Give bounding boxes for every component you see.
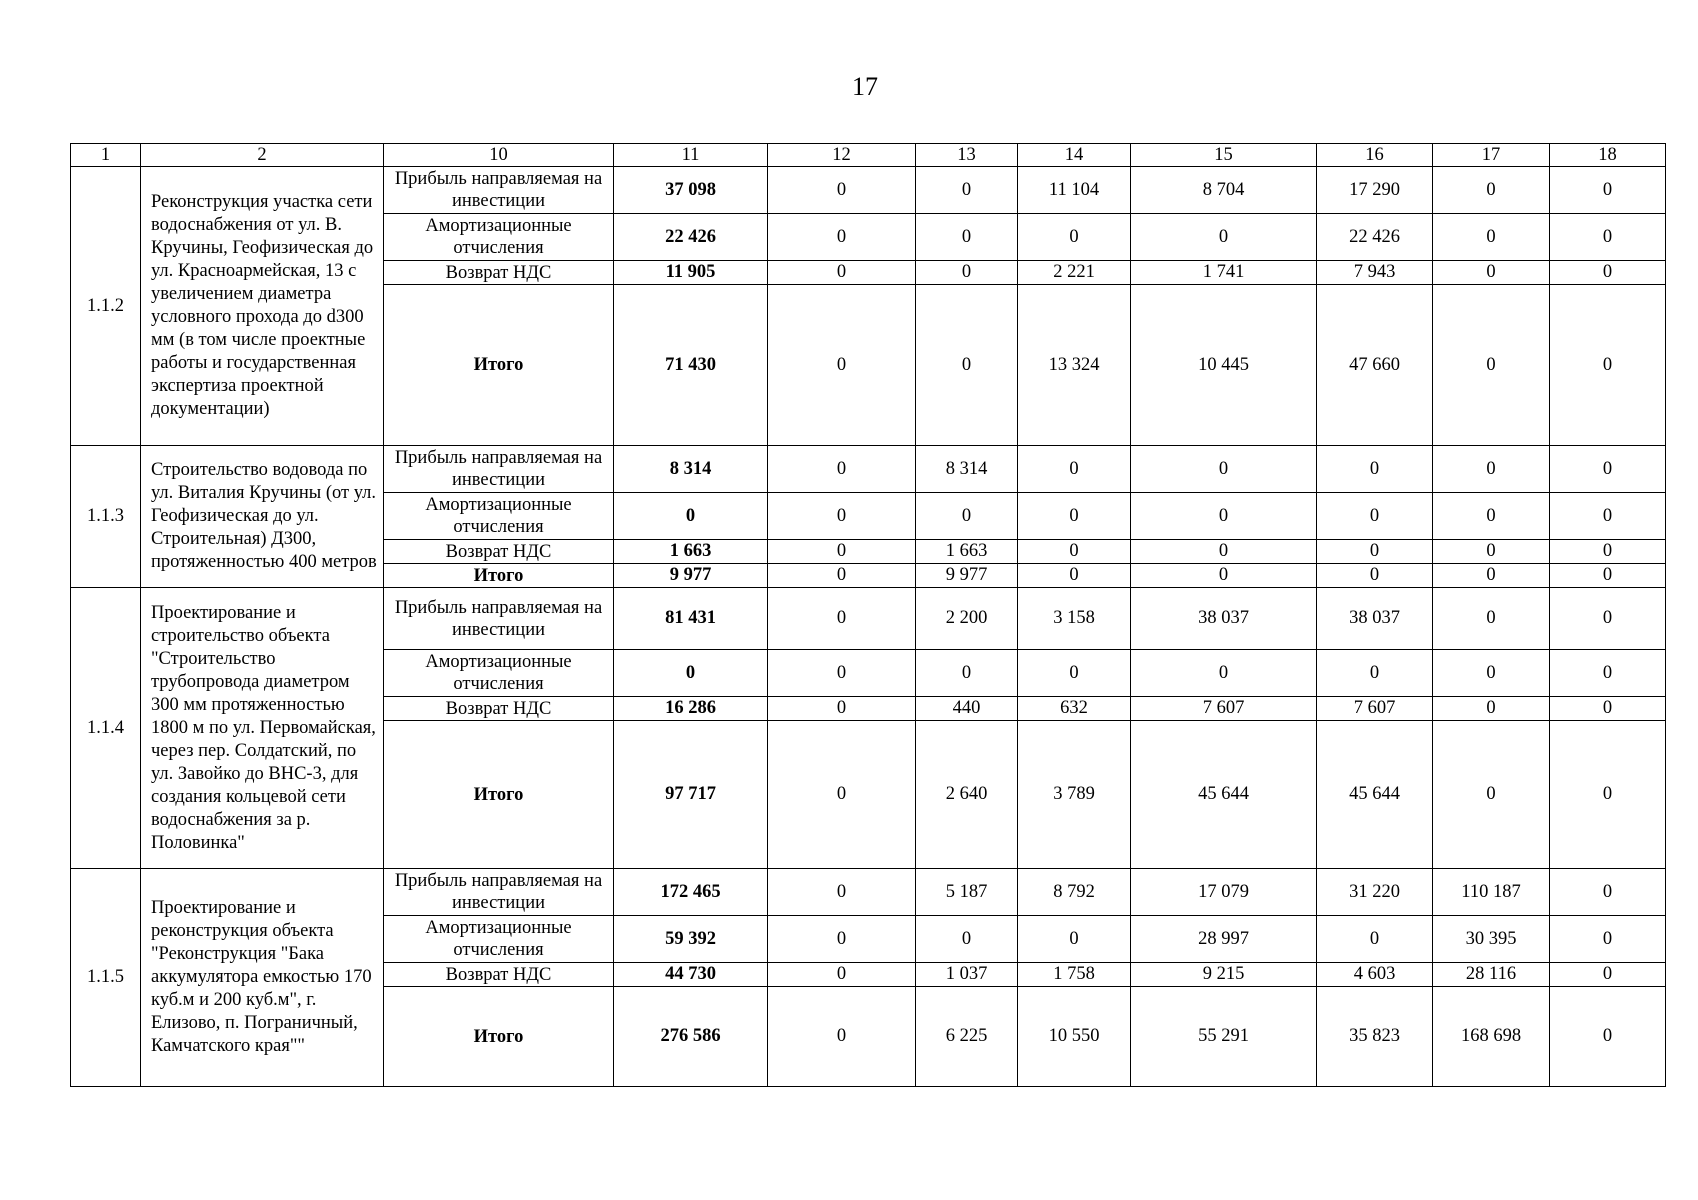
value-cell: 0 [1433,540,1550,564]
column-header-11: 11 [614,144,768,167]
value-cell: 0 [768,261,916,285]
value-cell: 0 [1433,588,1550,650]
column-header-13: 13 [916,144,1018,167]
value-cell: 17 290 [1317,167,1433,214]
funding-source: Возврат НДС [384,963,614,987]
value-cell: 8 704 [1131,167,1317,214]
total-value-cell: 16 286 [614,697,768,721]
total-value-cell: 71 430 [614,285,768,446]
total-value-cell: 11 905 [614,261,768,285]
value-cell: 3 789 [1018,721,1131,869]
value-cell: 0 [1131,214,1317,261]
value-cell: 2 640 [916,721,1018,869]
value-cell: 0 [1433,261,1550,285]
value-cell: 1 741 [1131,261,1317,285]
column-header-17: 17 [1433,144,1550,167]
value-cell: 6 225 [916,987,1018,1087]
value-cell: 11 104 [1018,167,1131,214]
table-row [71,869,1666,916]
value-cell: 0 [1550,493,1666,540]
value-cell: 0 [1550,261,1666,285]
value-cell: 0 [1131,650,1317,697]
funding-source: Возврат НДС [384,540,614,564]
value-cell: 0 [1550,214,1666,261]
value-cell: 0 [916,916,1018,963]
value-cell: 632 [1018,697,1131,721]
value-cell: 0 [1550,963,1666,987]
value-cell: 0 [916,650,1018,697]
value-cell: 30 395 [1433,916,1550,963]
value-cell: 0 [1433,650,1550,697]
column-header-10: 10 [384,144,614,167]
value-cell: 0 [1550,650,1666,697]
value-cell: 0 [1018,214,1131,261]
project-name: Проектирование и реконструкция объекта "Реконструкция "Бака аккумулятора емкостью 170 куб.м и 200 куб.м", г. Елизово, п. Пограничный, Камчатского края"" [141,869,384,1087]
value-cell: 31 220 [1317,869,1433,916]
value-cell: 2 221 [1018,261,1131,285]
value-cell: 28 116 [1433,963,1550,987]
value-cell: 0 [916,167,1018,214]
value-cell: 38 037 [1131,588,1317,650]
column-header-12: 12 [768,144,916,167]
project-code: 1.1.5 [71,869,141,1087]
value-cell: 0 [1317,916,1433,963]
value-cell: 9 977 [916,564,1018,588]
value-cell: 1 758 [1018,963,1131,987]
value-cell: 0 [768,540,916,564]
value-cell: 0 [1550,721,1666,869]
total-value-cell: 81 431 [614,588,768,650]
total-value-cell: 44 730 [614,963,768,987]
funding-source: Амортизационные отчисления [384,493,614,540]
value-cell: 0 [1317,650,1433,697]
column-header-15: 15 [1131,144,1317,167]
total-value-cell: 22 426 [614,214,768,261]
column-header-2: 2 [141,144,384,167]
value-cell: 0 [1433,167,1550,214]
value-cell: 0 [1550,987,1666,1087]
value-cell: 440 [916,697,1018,721]
total-value-cell: 0 [614,650,768,697]
value-cell: 45 644 [1131,721,1317,869]
value-cell: 3 158 [1018,588,1131,650]
total-value-cell: 0 [614,493,768,540]
column-header-16: 16 [1317,144,1433,167]
funding-source: Амортизационные отчисления [384,650,614,697]
value-cell: 0 [768,214,916,261]
project-name: Проектирование и строительство объекта "Строительство трубопровода диаметром 300 мм протяженностью 1800 м по ул. Первомайская, через пер. Солдатский, по ул. Завойко до ВНС-3, для создания кольцевой сети водоснабжения за р. Половинка" [141,588,384,869]
value-cell: 13 324 [1018,285,1131,446]
value-cell: 0 [1018,446,1131,493]
value-cell: 5 187 [916,869,1018,916]
column-header-18: 18 [1550,144,1666,167]
value-cell: 38 037 [1317,588,1433,650]
value-cell: 1 037 [916,963,1018,987]
value-cell: 0 [1433,214,1550,261]
value-cell: 10 550 [1018,987,1131,1087]
value-cell: 0 [1550,446,1666,493]
value-cell: 7 607 [1317,697,1433,721]
page-number: 17 [852,72,878,101]
total-value-cell: 97 717 [614,721,768,869]
table-row [71,446,1666,493]
value-cell: 0 [1131,564,1317,588]
project-code: 1.1.4 [71,588,141,869]
column-number-header-row [71,144,1666,167]
value-cell: 0 [1317,446,1433,493]
table-row [71,167,1666,214]
table-body [71,167,1666,1087]
value-cell: 110 187 [1433,869,1550,916]
total-label: Итого [384,564,614,588]
value-cell: 0 [1317,540,1433,564]
total-value-cell: 276 586 [614,987,768,1087]
value-cell: 0 [1317,493,1433,540]
value-cell: 0 [1550,540,1666,564]
value-cell: 35 823 [1317,987,1433,1087]
total-value-cell: 59 392 [614,916,768,963]
value-cell: 0 [1018,564,1131,588]
value-cell: 0 [768,916,916,963]
value-cell: 0 [1018,493,1131,540]
value-cell: 28 997 [1131,916,1317,963]
value-cell: 0 [1550,869,1666,916]
total-value-cell: 1 663 [614,540,768,564]
funding-source: Возврат НДС [384,261,614,285]
project-name: Строительство водовода по ул. Виталия Кручины (от ул. Геофизическая до ул. Строительная) Д300, протяженностью 400 метров [141,446,384,588]
value-cell: 0 [1433,697,1550,721]
value-cell: 0 [768,564,916,588]
project-code: 1.1.3 [71,446,141,588]
value-cell: 0 [1550,916,1666,963]
value-cell: 4 603 [1317,963,1433,987]
value-cell: 47 660 [1317,285,1433,446]
value-cell: 0 [1018,650,1131,697]
value-cell: 0 [916,261,1018,285]
funding-source: Амортизационные отчисления [384,916,614,963]
value-cell: 0 [1433,285,1550,446]
value-cell: 0 [1433,564,1550,588]
value-cell: 0 [768,446,916,493]
value-cell: 10 445 [1131,285,1317,446]
column-header-14: 14 [1018,144,1131,167]
value-cell: 0 [1550,285,1666,446]
value-cell: 0 [768,588,916,650]
value-cell: 0 [1131,446,1317,493]
total-value-cell: 172 465 [614,869,768,916]
value-cell: 0 [768,650,916,697]
funding-source: Амортизационные отчисления [384,214,614,261]
total-value-cell: 8 314 [614,446,768,493]
value-cell: 0 [1550,588,1666,650]
funding-source: Возврат НДС [384,697,614,721]
value-cell: 1 663 [916,540,1018,564]
value-cell: 0 [1550,564,1666,588]
value-cell: 0 [768,963,916,987]
value-cell: 7 943 [1317,261,1433,285]
value-cell: 55 291 [1131,987,1317,1087]
value-cell: 7 607 [1131,697,1317,721]
value-cell: 8 792 [1018,869,1131,916]
total-value-cell: 37 098 [614,167,768,214]
value-cell: 0 [1433,721,1550,869]
value-cell: 17 079 [1131,869,1317,916]
value-cell: 0 [1317,564,1433,588]
value-cell: 8 314 [916,446,1018,493]
value-cell: 2 200 [916,588,1018,650]
value-cell: 0 [768,285,916,446]
project-code: 1.1.2 [71,167,141,446]
value-cell: 0 [1018,540,1131,564]
value-cell: 0 [916,493,1018,540]
value-cell: 0 [1131,493,1317,540]
project-name: Реконструкция участка сети водоснабжения от ул. В. Кручины, Геофизическая до ул. Красноармейская, 13 с увеличением диаметра условного прохода до d300 мм (в том числе проектные работы и государственная экспертиза проектной документации) [141,167,384,446]
funding-source: Прибыль направляемая на инвестиции [384,869,614,916]
funding-source: Прибыль направляемая на инвестиции [384,167,614,214]
total-label: Итого [384,987,614,1087]
total-value-cell: 9 977 [614,564,768,588]
value-cell: 0 [1433,493,1550,540]
value-cell: 0 [1550,167,1666,214]
value-cell: 168 698 [1433,987,1550,1087]
value-cell: 0 [768,493,916,540]
value-cell: 0 [768,987,916,1087]
total-label: Итого [384,285,614,446]
value-cell: 45 644 [1317,721,1433,869]
value-cell: 0 [1018,916,1131,963]
value-cell: 0 [1433,446,1550,493]
table-row [71,588,1666,650]
value-cell: 0 [768,869,916,916]
funding-source: Прибыль направляемая на инвестиции [384,446,614,493]
column-header-1: 1 [71,144,141,167]
value-cell: 0 [768,697,916,721]
value-cell: 22 426 [1317,214,1433,261]
investment-table [70,143,1666,1087]
value-cell: 0 [768,721,916,869]
total-label: Итого [384,721,614,869]
value-cell: 9 215 [1131,963,1317,987]
value-cell: 0 [1550,697,1666,721]
value-cell: 0 [916,285,1018,446]
value-cell: 0 [768,167,916,214]
funding-source: Прибыль направляемая на инвестиции [384,588,614,650]
value-cell: 0 [1131,540,1317,564]
value-cell: 0 [916,214,1018,261]
